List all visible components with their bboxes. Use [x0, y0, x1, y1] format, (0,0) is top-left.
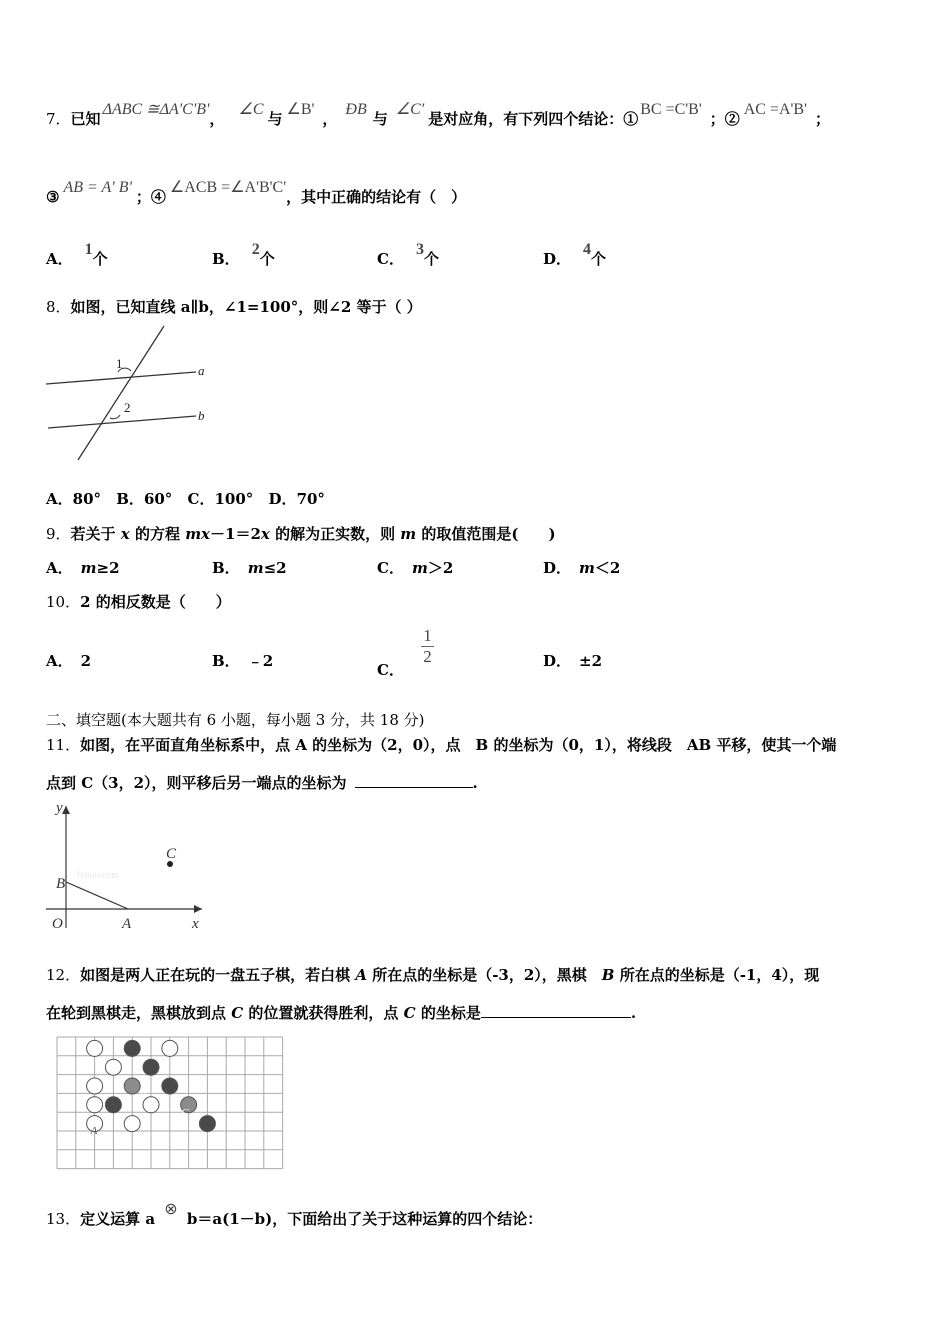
q7-conclusion-1: BC =C'B'	[640, 101, 702, 118]
q7-sep: ；④	[135, 188, 166, 206]
q7-tail: ，其中正确的结论有（ ）	[286, 188, 467, 206]
q7-and: 与	[372, 110, 388, 128]
q7-angle-b: ÐB	[345, 101, 367, 118]
origin-label: O	[52, 916, 63, 932]
q12-gomoku-board	[54, 1034, 284, 1170]
q7-sep: ，	[209, 110, 225, 128]
q10-option-b[interactable]: B． ﹣2	[212, 652, 274, 670]
black-stone	[124, 1040, 140, 1056]
q10-stem: 10．2 的相反数是（ ）	[46, 593, 231, 611]
q7-line2	[46, 179, 467, 207]
q13-stem: 13．定义运算 a ⊗ b＝a(1－b)，下面给出了关于这种运算的四个结论：	[46, 1201, 543, 1228]
y-axis-arrow-icon	[62, 806, 70, 814]
q9-option-b[interactable]: B． m≤2	[212, 559, 287, 577]
q9-stem: 9．若关于 x 的方程 mx－1＝2x 的解为正实数，则 m 的取值范围是( )	[46, 525, 556, 543]
white-stone	[87, 1097, 103, 1113]
line-b-label: b	[198, 408, 205, 423]
q8-option-c[interactable]: C．100°	[187, 490, 254, 508]
q8-option-b[interactable]: B．60°	[116, 490, 173, 508]
q7-description: 是对应角，有下列四个结论：①	[428, 110, 639, 128]
black-stone	[143, 1059, 159, 1075]
transversal	[78, 326, 164, 460]
q7-angle-c: ∠C	[238, 101, 264, 118]
q10-option-c[interactable]: C． $\frac{1}{2}$	[377, 626, 432, 679]
white-stone	[87, 1078, 103, 1094]
black-stone	[199, 1116, 215, 1132]
q7-and: 与	[267, 110, 283, 128]
q7-sep: ；②	[709, 110, 740, 128]
angle-2-label: 2	[124, 400, 131, 415]
section-title: 二、填空题(本大题共有 6 小题，每小题 3 分，共 18 分)	[46, 711, 425, 729]
x-label: x	[192, 916, 199, 932]
q7-congruence: ΔABC ≅ΔA'C'B'	[102, 101, 210, 118]
q11-coordinate-figure	[42, 796, 210, 936]
c-label: C	[166, 846, 177, 862]
x-axis-arrow-icon	[194, 905, 202, 913]
q11-line2: 点到 C（3，2），则平移后另一端点的坐标为 .	[46, 774, 478, 792]
y-label: y	[56, 800, 63, 816]
q12-line2: 在轮到黑棋走，黑棋放到点 C 的位置就获得胜利，点 C 的坐标是 .	[46, 1004, 637, 1022]
q7-conclusion-4: ∠ACB =∠A'B'C'	[169, 179, 287, 196]
answer-blank[interactable]	[355, 773, 473, 788]
black-stone	[162, 1078, 178, 1094]
q7-conclusion-2: AC =A'B'	[743, 101, 807, 118]
q10-option-a[interactable]: A． 2	[46, 652, 92, 670]
q8-option-a[interactable]: A．80°	[46, 490, 102, 508]
line-a	[46, 372, 196, 384]
a-label: A	[122, 916, 132, 932]
otimes-icon: ⊗	[164, 1201, 178, 1218]
q8-stem	[46, 296, 422, 317]
segment-ab	[66, 882, 128, 909]
white-stone	[87, 1040, 103, 1056]
q7-angle-b-prime: ∠B'	[286, 101, 315, 118]
q8-text: 如图，已知直线 a∥b，∠1=100°，则∠2 等于（ ）	[70, 298, 422, 316]
q7-option-b[interactable]: B．2个	[212, 241, 275, 268]
q11-line1: 11．如图，在平面直角坐标系中，点 A 的坐标为（2，0），点 B 的坐标为（0，1），将线段 AB 平移，使其一个端	[46, 736, 837, 754]
stone-b	[124, 1078, 140, 1094]
answer-blank[interactable]	[481, 1003, 631, 1018]
q10-option-d[interactable]: D． ±2	[543, 652, 603, 670]
q9-option-a[interactable]: A． m≥2	[46, 559, 120, 577]
b-label: B	[139, 1089, 147, 1101]
q7-sep: ；	[814, 110, 830, 128]
q7-angle-c-prime: ∠C'	[395, 101, 425, 118]
q8-options	[46, 488, 325, 509]
q7-option-a[interactable]: A．1个	[46, 241, 108, 268]
q8-number: 8．	[46, 298, 71, 316]
q8-parallel-lines-figure	[44, 322, 214, 467]
q7-conclusion-3: AB = A' B'	[63, 179, 132, 196]
b-label: B	[56, 876, 66, 892]
angle-2-arc	[110, 415, 120, 419]
q12-line1: 12．如图是两人正在玩的一盘五子棋，若白棋 A 所在点的坐标是（-3，2），黑棋 B 所在点的坐标是（-1，4），现	[46, 966, 820, 984]
q7-lead: 已知	[70, 110, 101, 128]
watermark: Jyeoo.com	[76, 870, 120, 881]
angle-1-label: 1	[116, 356, 123, 371]
line-a-label: a	[198, 363, 205, 378]
q8-option-d[interactable]: D．70°	[268, 490, 325, 508]
q7-option-d[interactable]: D．4个	[543, 241, 607, 268]
white-stone	[105, 1059, 121, 1075]
line-b	[48, 416, 196, 428]
q7-option-c[interactable]: C．3个	[377, 241, 439, 268]
q7-line1	[46, 101, 830, 129]
fraction-one-half: $\frac{1}{2}$	[423, 626, 432, 666]
q7-sep: ，	[322, 110, 338, 128]
white-stone	[162, 1040, 178, 1056]
q9-option-c[interactable]: C． m＞2	[377, 559, 454, 577]
white-stone	[124, 1116, 140, 1132]
c-label: C	[181, 1107, 189, 1119]
q9-option-d[interactable]: D． m＜2	[543, 559, 621, 577]
a-label: A	[90, 1125, 98, 1137]
q7-number: 7．	[46, 110, 71, 128]
q7-circle-3: ③	[46, 188, 60, 206]
black-stone	[105, 1097, 121, 1113]
